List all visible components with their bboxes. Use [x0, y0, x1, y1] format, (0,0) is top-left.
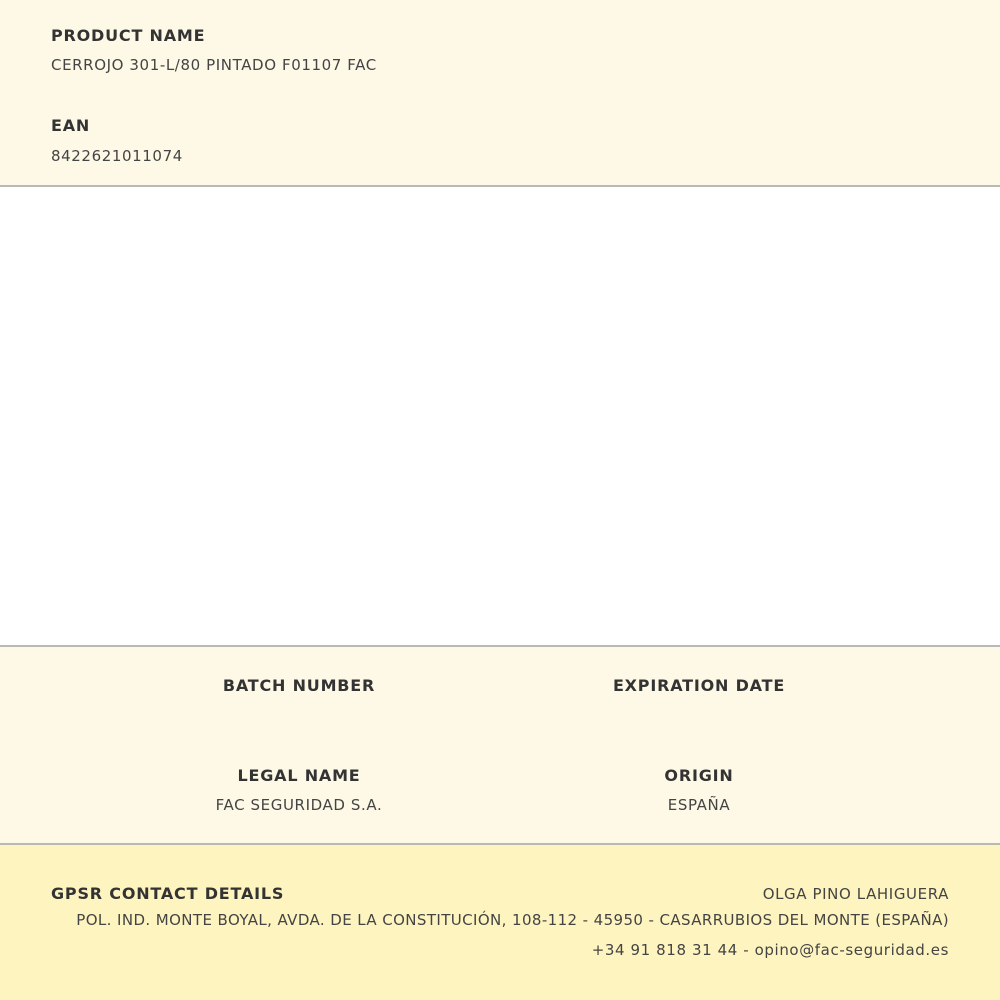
gpsr-phone-email: +34 91 818 31 44 - opino@fac-seguridad.es	[591, 941, 949, 959]
product-name-label: PRODUCT NAME	[51, 26, 206, 45]
gpsr-address: POL. IND. MONTE BOYAL, AVDA. DE LA CONSTITUCIÓN, 108-112 - 45950 - CASARRUBIOS DEL MONTE (ESPAÑA)	[76, 911, 949, 929]
blank-area	[0, 187, 1000, 645]
origin-label: ORIGIN	[664, 766, 734, 785]
product-name-value: CERROJO 301-L/80 PINTADO F01107 FAC	[51, 56, 377, 74]
gpsr-contact-name: OLGA PINO LAHIGUERA	[762, 885, 949, 903]
product-info-section	[0, 0, 1000, 187]
legal-name-label: LEGAL NAME	[237, 766, 361, 785]
batch-number-label: BATCH NUMBER	[222, 676, 376, 695]
expiration-date-label: EXPIRATION DATE	[612, 676, 786, 695]
legal-name-value: FAC SEGURIDAD S.A.	[215, 796, 383, 814]
ean-label: EAN	[51, 116, 91, 135]
details-section	[0, 645, 1000, 845]
origin-value: ESPAÑA	[667, 796, 731, 814]
gpsr-contact-label: GPSR CONTACT DETAILS	[51, 884, 285, 903]
gpsr-contact-section	[0, 845, 1000, 1000]
ean-value: 8422621011074	[51, 147, 183, 165]
